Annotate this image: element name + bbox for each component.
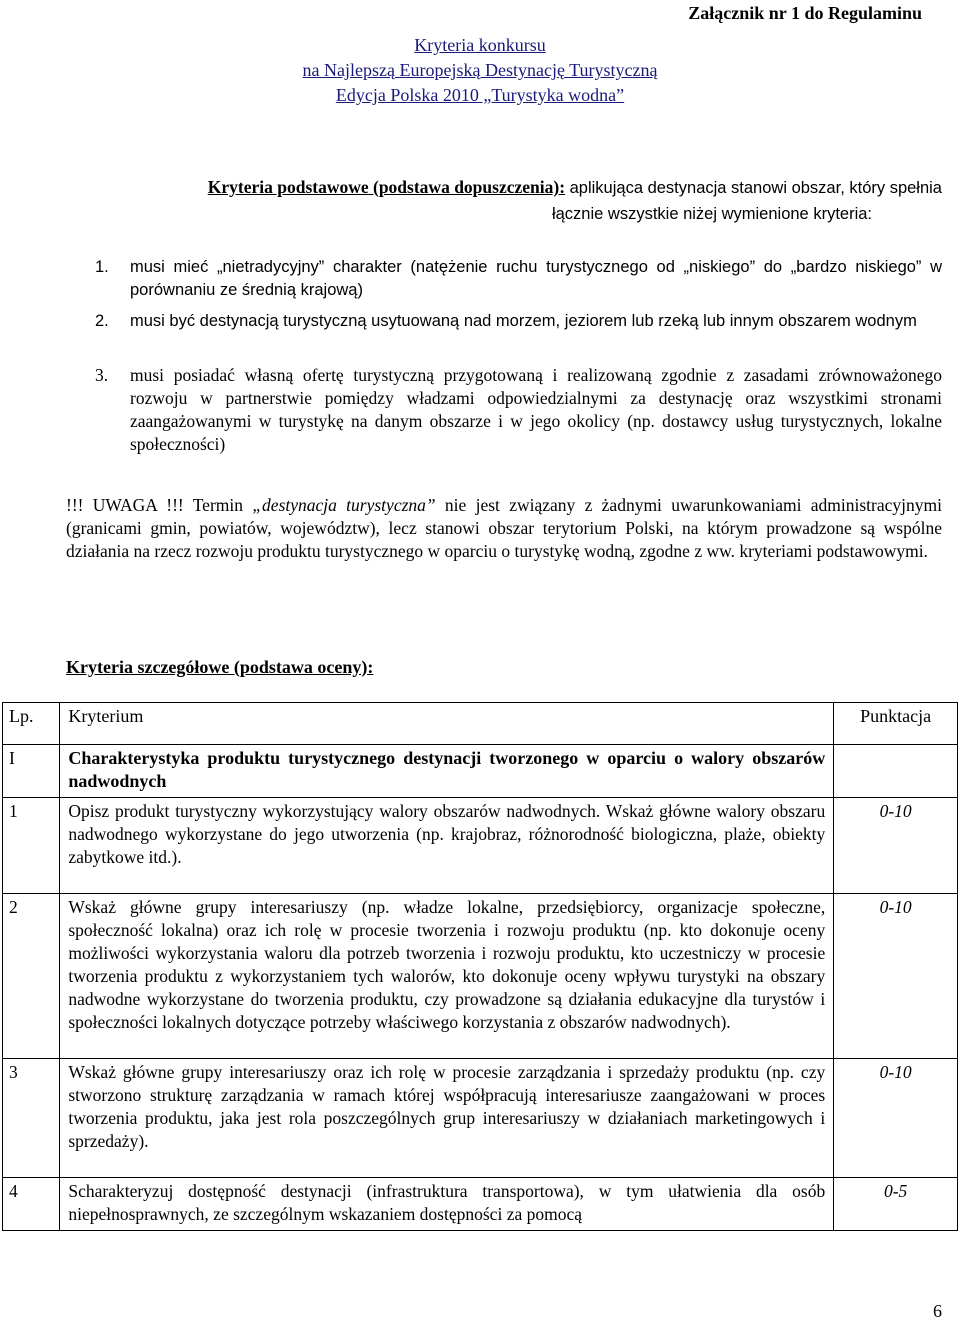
row-spacer [68, 1153, 825, 1173]
row-points: 0-10 [834, 798, 958, 894]
row-lp: 4 [3, 1178, 60, 1231]
list-text: musi mieć „nietradycyjny” charakter (natężenie ruchu turystycznego od „niskiego” do „bardzo niskiego” w porównaniu ze średnią krajową) [130, 258, 942, 299]
row-criterion-text: Wskaż główne grupy interesariuszy oraz ich rolę w procesie zarządzania i sprzedaży produktu (np. czy stworzono strukturę zarządzania w ramach której współpracują interesariusze zaangażowani w proces tworzenia produktu, jaka jest rola poszczególnych grup interesariuszy w działaniach marketingowych i sprzedaży). [68, 1062, 826, 1151]
section-title: Charakterystyka produktu turystycznego destynacji tworzonego w oparciu o walory obszarów nadwodnych [60, 745, 834, 798]
basic-criteria-line-1 [208, 176, 942, 200]
title-line-3: Edycja Polska 2010 „Turystyka wodna” [335, 85, 625, 105]
row-points: 0-10 [834, 894, 958, 1059]
row-criterion [60, 798, 834, 894]
table-row [3, 1178, 958, 1231]
detailed-criteria-heading: Kryteria szczegółowe (podstawa oceny): [66, 657, 374, 677]
row-criterion [60, 894, 834, 1059]
list-number: 3. [95, 365, 109, 385]
row-spacer [68, 869, 825, 889]
row-criterion-text: Wskaż główne grupy interesariuszy (np. władze lokalne, przedsiębiorcy, organizacje społeczne, społeczność lokalna) oraz ich rolę w procesie tworzenia i rozwoju produktu (np. kto dokonuje oceny możliwości wykorzystania waloru dla potrzeb tworzenia i rozwoju produktu, kto uczestniczy w procesie tworzenia produktu z wykorzystaniem tych walorów, kto dokonuje oceny wpływu turystyki na obszary nadwodne wykorzystane do tworzenia produktu, czy prowadzone są działania edukacyjne dla turystów i społeczności lokalnych dotyczące potrzeby właściwego korzystania z obszarów nadwodnych). [68, 897, 826, 1032]
criteria-table [2, 702, 958, 1231]
page-number: 6 [933, 1301, 942, 1321]
list-number: 2. [95, 312, 109, 330]
basic-criteria-text: aplikująca destynacja stanowi obszar, który spełnia [565, 179, 942, 197]
row-criterion: Scharakteryzuj dostępność destynacji (infrastruktura transportowa), w tym ułatwienia dla osób niepełnosprawnych, ze szczególnym wskazaniem dostępności za pomocą [60, 1178, 834, 1231]
row-lp: 3 [3, 1059, 60, 1178]
row-lp: 2 [3, 894, 60, 1059]
section-lp: I [3, 745, 60, 798]
header-criterion: Kryterium [60, 703, 834, 745]
annex-label: Załącznik nr 1 do Regulaminu [688, 3, 922, 23]
warning-prefix: !!! UWAGA !!! Termin [66, 495, 253, 515]
row-points: 0-5 [834, 1178, 958, 1231]
row-spacer [68, 1034, 825, 1054]
list-text: musi być destynacją turystyczną usytuowaną nad morzem, jeziorem lub rzeką lub innym obszarem wodnym [130, 312, 917, 330]
section-points [834, 745, 958, 798]
row-lp: 1 [3, 798, 60, 894]
table-section-row [3, 745, 958, 798]
title-line-1: Kryteria konkursu [414, 35, 546, 55]
table-row [3, 894, 958, 1059]
row-criterion-text: Opisz produkt turystyczny wykorzystujący walory obszarów nadwodnych. Wskaż główne walory obszaru nadwodnego wykorzystane do jego utworzenia (np. krajobraz, różnorodność biologiczna, plaże, obiekty zabytkowe itd.). [68, 801, 826, 867]
table-header-row [3, 703, 958, 745]
title-line-2: na Najlepszą Europejską Destynację Turystyczną [302, 60, 658, 80]
basic-criteria-line-2: łącznie wszystkie niżej wymienione kryteria: [551, 205, 872, 223]
row-criterion [60, 1059, 834, 1178]
row-points: 0-10 [834, 1059, 958, 1178]
list-number: 1. [95, 258, 109, 276]
table-row [3, 798, 958, 894]
list-text: musi posiadać własną ofertę turystyczną przygotowaną i realizowaną zgodnie z zasadami zrównoważonego rozwoju w partnerstwie pomiędzy władzami odpowiedzialnymi za destynację oraz wszystkimi stronami zaangażowanymi w turystykę na danym obszarze i w jego okolicy (np. dostawcy usług turystycznych, lokalne społeczności) [130, 365, 942, 454]
basic-criteria-label: Kryteria podstawowe (podstawa dopuszczenia): [207, 177, 566, 197]
warning-text: nie jest związany z żadnymi uwarunkowaniami administracyjnymi (granicami gmin, powiatów, województw), lecz stanowi obszar terytorium Polski, na którym prowadzone są wspólne działania na rzecz rozwoju produktu turystycznego w oparciu o turystykę wodną, zgodne z ww. kryteriami podstawowymi. [66, 495, 942, 561]
header-points: Punktacja [834, 703, 958, 745]
warning-note [66, 494, 942, 563]
table-row [3, 1059, 958, 1178]
warning-term: „destynacja turystyczna” [252, 495, 436, 515]
header-lp: Lp. [3, 703, 60, 745]
